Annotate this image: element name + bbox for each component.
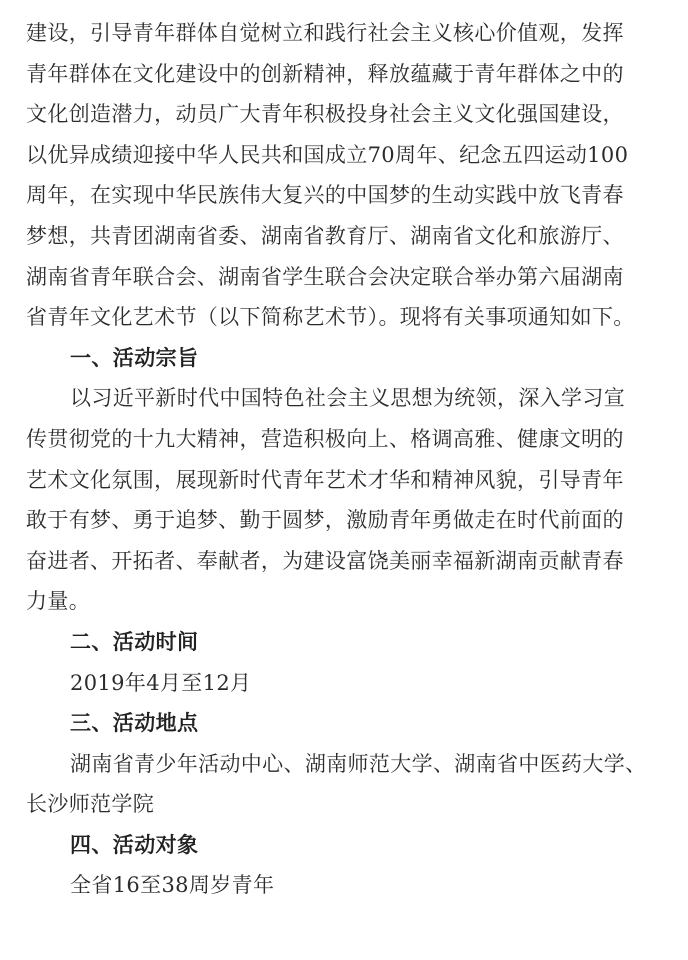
section-location: [26, 703, 674, 825]
text-line: 艺术文化氛围，展现新时代青年艺术才华和精神风貌，引导青年: [26, 467, 624, 492]
text-line: 省青年文化艺术节（以下简称艺术节）。现将有关事项通知如下。: [26, 305, 635, 330]
text-line: 力量。: [26, 589, 91, 614]
text-line: 传贯彻党的十九大精神，营造积极向上、格调高雅、健康文明的: [26, 426, 624, 451]
section-heading: 二、活动时间: [70, 629, 199, 654]
text-line: 长沙师范学院: [26, 792, 155, 817]
text-line: 以优异成绩迎接中华人民共和国成立70周年、纪念五四运动100: [26, 142, 629, 167]
section-heading: 三、活动地点: [70, 711, 199, 736]
text-line: 敢于有梦、勇于追梦、勤于圆梦，激励青年勇做走在时代前面的: [26, 508, 624, 533]
text-line: 湖南省青少年活动中心、湖南师范大学、湖南省中医药大学、: [70, 751, 647, 776]
section-time: [26, 622, 674, 703]
text-line: 以习近平新时代中国特色社会主义思想为统领，深入学习宣: [70, 386, 626, 411]
section-participants: [26, 825, 674, 906]
text-line: 建设，引导青年群体自觉树立和践行社会主义核心价值观，发挥: [26, 21, 624, 45]
text-line: 文化创造潜力，动员广大青年积极投身社会主义文化强国建设，: [26, 102, 624, 127]
text-line: 全省16至38周岁青年: [70, 873, 275, 898]
section-purpose: [26, 338, 674, 622]
intro-paragraph: [26, 13, 674, 338]
text-line: 奋进者、开拓者、奉献者，为建设富饶美丽幸福新湖南贡献青春: [26, 548, 624, 573]
text-line: 梦想，共青团湖南省委、湖南省教育厅、湖南省文化和旅游厅、: [26, 223, 624, 248]
section-heading: 四、活动对象: [70, 832, 199, 857]
text-line: 2019年4月至12月: [70, 670, 252, 695]
section-heading: 一、活动宗旨: [70, 345, 199, 370]
text-line: 湖南省青年联合会、湖南省学生联合会决定联合举办第六届湖南: [26, 264, 624, 289]
text-line: 青年群体在文化建设中的创新精神，释放蕴藏于青年群体之中的: [26, 61, 624, 86]
text-line: 周年，在实现中华民族伟大复兴的中国梦的生动实践中放飞青春: [26, 183, 624, 208]
